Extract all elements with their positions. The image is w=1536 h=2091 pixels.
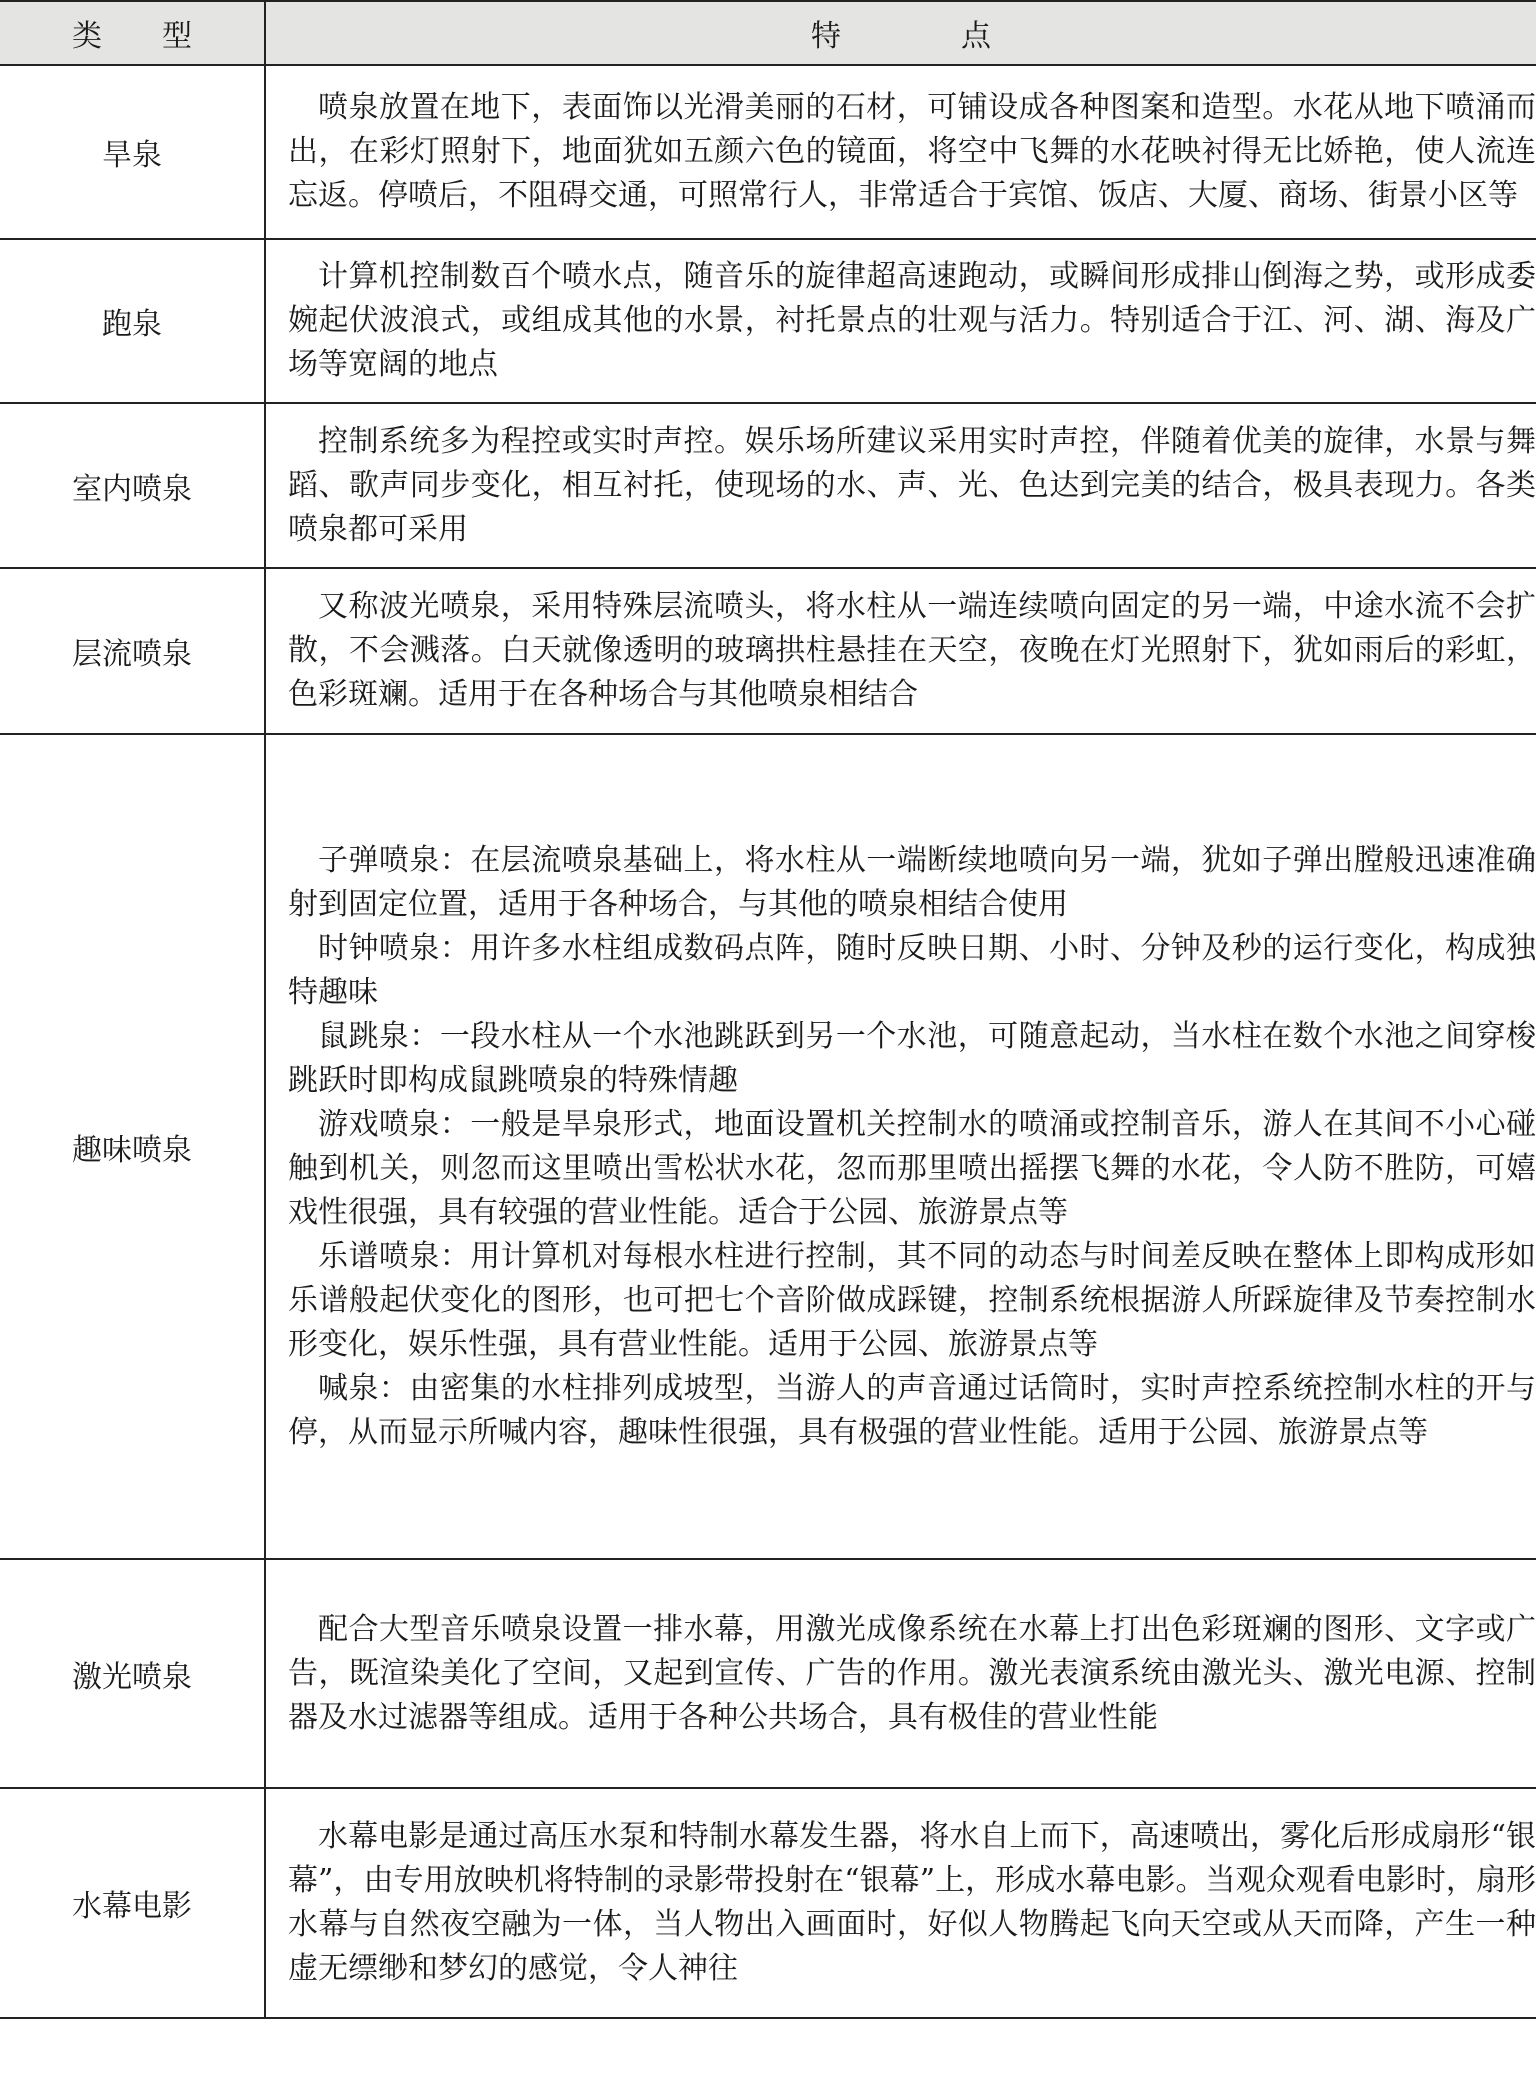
table-row xyxy=(0,65,1536,239)
type-cell: 跑泉 xyxy=(0,239,265,403)
desc-paragraph: 游戏喷泉：一般是旱泉形式，地面设置机关控制水的喷涌或控制音乐，游人在其间不小心碰触到机关，则忽而这里喷出雪松状水花，忽而那里喷出摇摆飞舞的水花，令人防不胜防，可嬉戏性很强，具有较强的营业性能。适合于公园、旅游景点等 xyxy=(288,1106,1536,1230)
desc-paragraph: 配合大型音乐喷泉设置一排水幕，用激光成像系统在水幕上打出色彩斑斓的图形、文字或广告，既渲染美化了空间，又起到宣传、广告的作用。激光表演系统由激光头、激光电源、控制器及水过滤器等组成。适用于各种公共场合，具有极佳的营业性能 xyxy=(288,1611,1536,1735)
desc-paragraph: 时钟喷泉：用许多水柱组成数码点阵，随时反映日期、小时、分钟及秒的运行变化，构成独特趣味 xyxy=(288,930,1536,1010)
table-row xyxy=(0,734,1536,1559)
type-cell: 层流喷泉 xyxy=(0,568,265,734)
desc-paragraph: 喷泉放置在地下，表面饰以光滑美丽的石材，可铺设成各种图案和造型。水花从地下喷涌而出，在彩灯照射下，地面犹如五颜六色的镜面，将空中飞舞的水花映衬得无比娇艳，使人流连忘返。停喷后，不阻碍交通，可照常行人，非常适合于宾馆、饭店、大厦、商场、街景小区等 xyxy=(288,90,1536,213)
desc-paragraph: 子弹喷泉：在层流喷泉基础上，将水柱从一端断续地喷向另一端，犹如子弹出膛般迅速准确射到固定位置，适用于各种场合，与其他的喷泉相结合使用 xyxy=(288,842,1536,922)
header-type: 类 型 xyxy=(0,1,265,65)
table-row xyxy=(0,1559,1536,1788)
desc-paragraph: 计算机控制数百个喷水点，随音乐的旋律超高速跑动，或瞬间形成排山倒海之势，或形成委婉起伏波浪式，或组成其他的水景，衬托景点的壮观与活力。特别适合于江、河、湖、海及广场等宽阔的地点 xyxy=(288,259,1536,382)
type-cell: 激光喷泉 xyxy=(0,1559,265,1788)
type-cell: 旱泉 xyxy=(0,65,265,239)
type-cell: 水幕电影 xyxy=(0,1788,265,2018)
table-row xyxy=(0,568,1536,734)
desc-paragraph: 水幕电影是通过高压水泵和特制水幕发生器，将水自上而下，高速喷出，雾化后形成扇形“银幕”，由专用放映机将特制的录影带投射在“银幕”上，形成水幕电影。当观众观看电影时，扇形水幕与自然夜空融为一体，当人物出入画面时，好似人物腾起飞向天空或从天而降，产生一种虚无缥缈和梦幻的感觉，令人神往 xyxy=(288,1819,1536,1986)
desc-cell xyxy=(265,65,1536,239)
table-header-row xyxy=(0,1,1536,65)
desc-cell xyxy=(265,1788,1536,2018)
desc-paragraph: 喊泉：由密集的水柱排列成坡型，当游人的声音通过话筒时，实时声控系统控制水柱的开与停，从而显示所喊内容，趣味性很强，具有极强的营业性能。适用于公园、旅游景点等 xyxy=(288,1370,1536,1450)
table-row xyxy=(0,1788,1536,2018)
header-feature: 特 点 xyxy=(265,1,1536,65)
desc-paragraph: 乐谱喷泉：用计算机对每根水柱进行控制，其不同的动态与时间差反映在整体上即构成形如乐谱般起伏变化的图形，也可把七个音阶做成踩键，控制系统根据游人所踩旋律及节奏控制水形变化，娱乐性强，具有营业性能。适用于公园、旅游景点等 xyxy=(288,1238,1536,1362)
desc-paragraph: 控制系统多为程控或实时声控。娱乐场所建议采用实时声控，伴随着优美的旋律，水景与舞蹈、歌声同步变化，相互衬托，使现场的水、声、光、色达到完美的结合，极具表现力。各类喷泉都可采用 xyxy=(288,423,1536,547)
table-row xyxy=(0,239,1536,403)
type-cell: 室内喷泉 xyxy=(0,403,265,568)
type-cell: 趣味喷泉 xyxy=(0,734,265,1559)
table-row xyxy=(0,403,1536,568)
desc-cell xyxy=(265,403,1536,568)
desc-paragraph: 鼠跳泉：一段水柱从一个水池跳跃到另一个水池，可随意起动，当水柱在数个水池之间穿梭跳跃时即构成鼠跳喷泉的特殊情趣 xyxy=(288,1018,1536,1098)
desc-paragraph: 又称波光喷泉，采用特殊层流喷头，将水柱从一端连续喷向固定的另一端，中途水流不会扩散，不会溅落。白天就像透明的玻璃拱柱悬挂在天空，夜晚在灯光照射下，犹如雨后的彩虹，色彩斑斓。适用于在各种场合与其他喷泉相结合 xyxy=(288,589,1536,712)
desc-cell xyxy=(265,734,1536,1559)
desc-cell xyxy=(265,568,1536,734)
desc-cell xyxy=(265,1559,1536,1788)
desc-cell xyxy=(265,239,1536,403)
